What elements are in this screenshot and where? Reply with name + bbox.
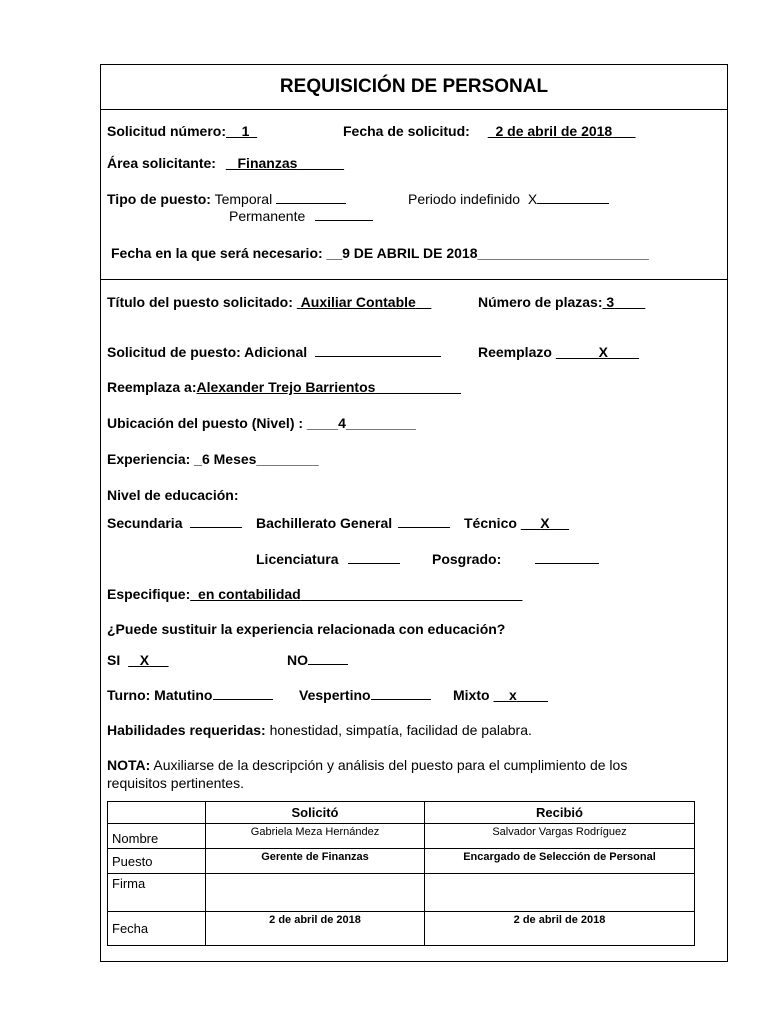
reemplaza-label: Reemplaza a: [107,379,197,395]
posgrado-label: Posgrado: [432,551,502,567]
solicito-fecha: 2 de abril de 2018 [206,912,425,946]
temporal-blank [276,202,346,204]
ubicacion-row [107,415,416,431]
bachillerato-label: Bachillerato General [256,515,393,531]
tipo-label: Tipo de puesto: [107,191,211,207]
fecha-solicitud-value: 2 de abril de 2018 [495,123,613,139]
licenciatura-label: Licenciatura [256,551,339,567]
especifique-row [107,586,522,602]
titulo-value: Auxiliar Contable [300,294,416,310]
turno-label: Turno: Matutino [107,687,213,703]
signature-table [107,801,695,946]
posgrado-blank [535,562,599,564]
reemplaza-row [107,379,461,395]
periodo-blank [537,202,609,204]
periodo-mark: X [527,191,538,207]
table-row [108,849,695,874]
fecha-solicitud-label: Fecha de solicitud: [343,123,470,139]
table-corner-cell [108,802,206,824]
solicitud-puesto-label: Solicitud de puesto: Adicional [107,344,308,360]
experiencia-label: Experiencia: [107,451,191,467]
matutino-blank [213,698,273,700]
ubicacion-value: ____4_________ [306,415,416,431]
mixto-value: x [509,687,517,703]
area-value: Finanzas [237,155,298,171]
secundaria-row [107,515,242,531]
secundaria-blank [190,526,242,528]
col-solicito: Solicitó [206,802,425,824]
solicitud-value: 1 [241,123,250,139]
periodo-row [408,191,609,207]
recibio-firma [425,874,695,912]
habilidades-value: honestidad, simpatía, facilidad de palabra. [265,722,532,738]
nota-line1: Auxiliarse de la descripción y análisis del puesto para el cumplimiento de los [150,757,628,773]
habilidades-row [107,722,532,738]
especifique-value: en contabilidad [198,586,301,602]
titulo-label: Título del puesto solicitado: [107,294,293,310]
solicitud-label: Solicitud número: [107,123,226,139]
mixto-label: Mixto [453,687,490,703]
licenciatura-blank [348,562,400,564]
licenciatura-row [256,551,400,567]
section-divider [101,279,727,280]
turno-row [107,687,273,703]
sustituir-label: ¿Puede sustituir la experiencia relacionada con educación? [107,621,506,637]
reemplaza-value: Alexander Trejo Barrientos [196,379,376,395]
permanente-blank [315,219,373,221]
recibio-nombre: Salvador Vargas Rodríguez [425,824,695,849]
table-row [108,912,695,946]
vespertino-label: Vespertino [299,687,371,703]
si-label: SI [107,652,121,668]
experiencia-value: _6 Meses________ [194,451,319,467]
table-row [108,874,695,912]
permanente-row [229,208,373,224]
necesario-value: __9 DE ABRIL DE 2018______________________ [326,245,649,261]
habilidades-label: Habilidades requeridas: [107,722,266,738]
bachillerato-blank [398,526,450,528]
tipo-row [107,191,346,207]
solicitud-row [107,123,257,139]
no-row [287,652,348,668]
no-blank [308,663,348,665]
adicional-blank [315,355,441,357]
reemplazo-label: Reemplazo [478,344,552,360]
plazas-row [478,294,645,310]
solicito-firma [206,874,425,912]
si-value: X [139,652,150,668]
bachillerato-row [256,515,450,531]
secundaria-label: Secundaria [107,515,183,531]
posgrado-row [432,551,599,567]
nivel-label: Nivel de educación: [107,487,239,503]
area-label: Área solicitante: [107,155,216,171]
row-label: Nombre [108,824,206,849]
reemplazo-value: X [598,344,608,360]
tecnico-row [464,515,569,531]
vespertino-row [299,687,431,703]
form-title: REQUISICIÓN DE PERSONAL [101,65,727,110]
solicito-nombre: Gabriela Meza Hernández [206,824,425,849]
temporal-label: Temporal [214,191,273,207]
table-header-row [108,802,695,824]
nota-row [107,757,627,773]
fecha-solicitud-row [343,123,636,139]
ubicacion-label: Ubicación del puesto (Nivel) : [107,415,304,431]
permanente-label: Permanente [229,208,306,224]
nota-line2: requisitos pertinentes. [107,775,244,791]
plazas-label: Número de plazas: [478,294,603,310]
no-label: NO [287,652,308,668]
necesario-label: Fecha en la que será necesario: [111,245,323,261]
vespertino-blank [371,698,431,700]
solicito-puesto: Gerente de Finanzas [206,849,425,874]
row-label: Firma [108,874,206,912]
recibio-puesto: Encargado de Selección de Personal [425,849,695,874]
especifique-label: Especifique: [107,586,191,602]
requisition-form [100,64,728,962]
recibio-fecha: 2 de abril de 2018 [425,912,695,946]
nota-label: NOTA: [107,757,151,773]
si-row [107,652,169,668]
area-row [107,155,344,171]
row-label: Fecha [108,912,206,946]
plazas-value: 3 [606,294,615,310]
col-recibio: Recibió [425,802,695,824]
periodo-label: Periodo indefinido [408,191,521,207]
titulo-row [107,294,431,310]
mixto-row [453,687,548,703]
necesario-row [111,245,649,261]
row-label: Puesto [108,849,206,874]
table-row [108,824,695,849]
tecnico-label: Técnico [464,515,517,531]
reemplazo-row [478,344,639,360]
experiencia-row [107,451,319,467]
tecnico-value: X [540,515,550,531]
solicitud-puesto-row [107,344,441,360]
